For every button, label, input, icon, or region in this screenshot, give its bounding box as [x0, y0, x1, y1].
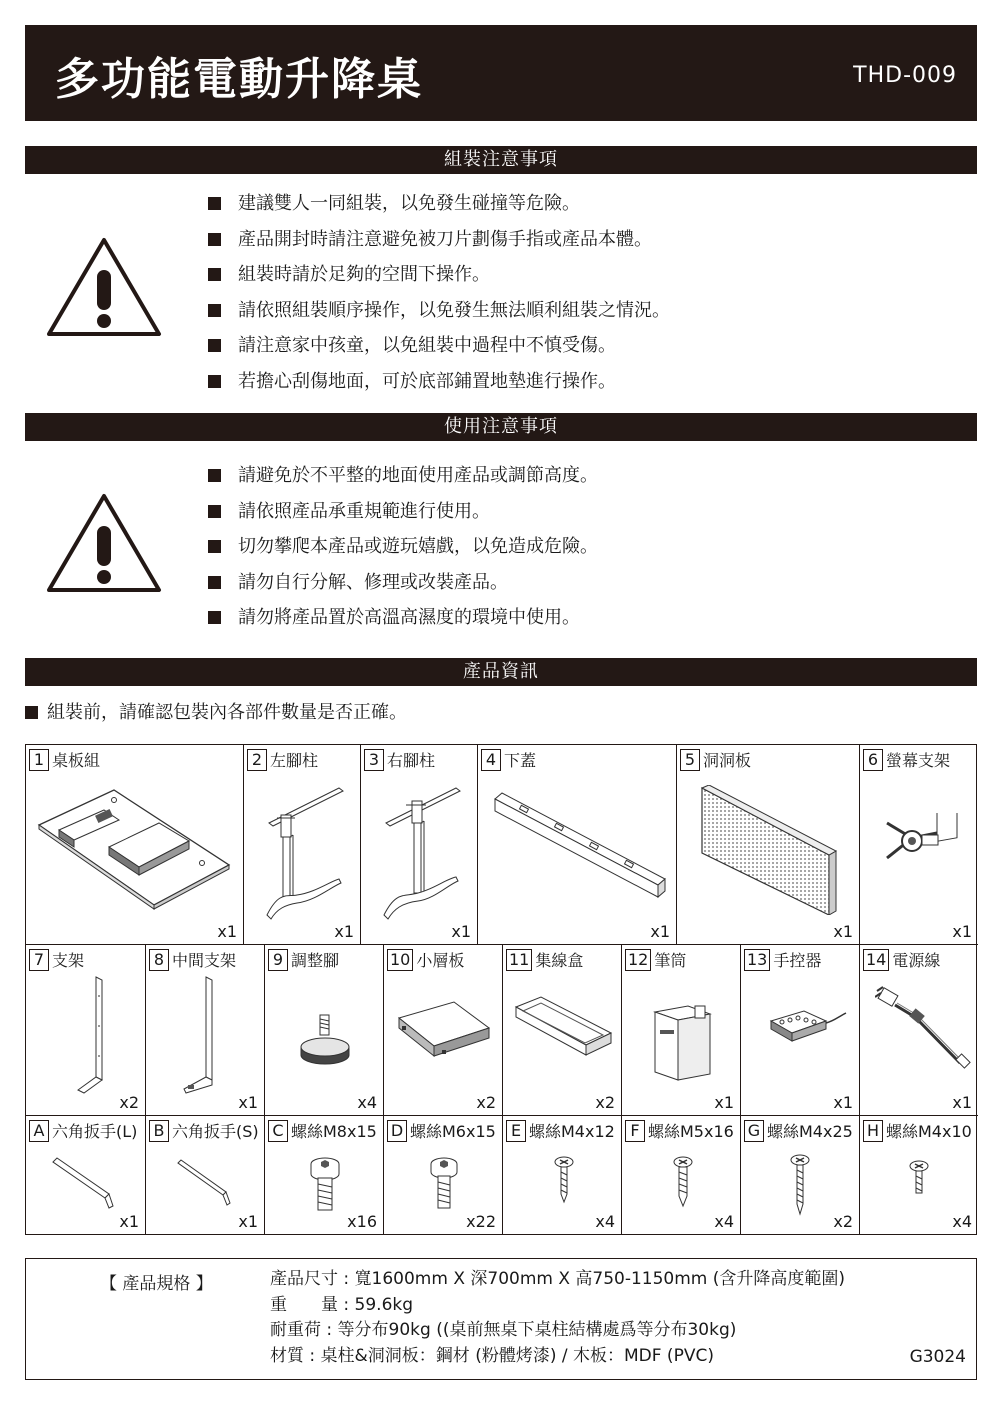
list-item: 請勿將產品置於高溫高濕度的環境中使用。 — [208, 600, 598, 636]
part-quantity: x1 — [119, 1212, 139, 1231]
spec-line: 產品尺寸 : 寬1600mm X 深700mm X 高750-1150mm (含升降高度範圍) — [270, 1269, 846, 1289]
part-name: 右腳柱 — [387, 751, 436, 770]
part-cell — [503, 945, 622, 1116]
part-number: 4 — [481, 749, 501, 771]
screw-m5x16-icon — [672, 1156, 694, 1208]
part-number: D — [387, 1120, 407, 1142]
part-cell — [26, 1116, 146, 1234]
part-quantity: x1 — [952, 1093, 972, 1112]
power-cord-icon — [875, 985, 975, 1085]
part-name: 左腳柱 — [270, 751, 319, 770]
part-number: B — [149, 1120, 169, 1142]
part-cell — [361, 745, 478, 945]
usage-notes-list — [208, 458, 598, 636]
bolt-m8-icon — [305, 1154, 345, 1214]
part-number: A — [29, 1120, 49, 1142]
part-quantity: x1 — [833, 922, 853, 941]
part-number: 2 — [247, 749, 267, 771]
usage-heading: 使用注意事項 — [25, 413, 977, 441]
part-name: 小層板 — [416, 951, 465, 970]
part-quantity: x1 — [238, 1093, 258, 1112]
part-number: F — [625, 1120, 645, 1142]
pegboard-icon — [699, 785, 859, 915]
part-quantity: x2 — [476, 1093, 496, 1112]
part-name: 螺絲M6x15 — [410, 1122, 496, 1141]
leveling-foot-icon — [295, 1013, 355, 1068]
header-banner — [25, 25, 977, 121]
part-number: 3 — [364, 749, 384, 771]
screw-m4x25-icon — [789, 1154, 811, 1216]
parts-grid — [25, 744, 977, 1235]
model-number: THD-009 — [853, 63, 957, 88]
part-number: G — [744, 1120, 764, 1142]
part-cell — [860, 745, 978, 945]
part-cell — [677, 745, 860, 945]
part-cell — [244, 745, 361, 945]
list-item: 請避免於不平整的地面使用產品或調節高度。 — [208, 458, 598, 494]
part-number: 14 — [863, 949, 889, 971]
part-name: 中間支架 — [172, 951, 237, 970]
part-quantity: x4 — [952, 1212, 972, 1231]
part-name: 六角扳手(S) — [172, 1122, 259, 1141]
part-quantity: x22 — [466, 1212, 496, 1231]
warning-icon — [45, 236, 163, 338]
spec-line: 材質 : 桌柱&洞洞板：鋼材 (粉體烤漆) / 木板：MDF (PVC) — [270, 1345, 714, 1366]
part-name: 螺絲M4x12 — [529, 1122, 615, 1141]
list-item: 若擔心刮傷地面，可於底部鋪置地墊進行操作。 — [208, 364, 670, 400]
desktop-board-icon — [34, 785, 234, 915]
part-cell — [146, 945, 265, 1116]
product-specs — [25, 1258, 977, 1380]
part-cell — [741, 1116, 860, 1234]
list-item: 產品開封時請注意避免被刀片劃傷手指或產品本體。 — [208, 222, 670, 258]
list-item: 建議雙人一同組裝，以免發生碰撞等危險。 — [208, 186, 670, 222]
part-cell — [478, 745, 677, 945]
hex-key-large-icon — [51, 1156, 121, 1211]
part-quantity: x1 — [714, 1093, 734, 1112]
specs-list — [270, 1267, 845, 1369]
part-quantity: x16 — [347, 1212, 377, 1231]
spec-line: 重 量 : 59.6kg — [270, 1294, 414, 1315]
part-cell — [384, 1116, 503, 1234]
cable-tray-icon — [511, 995, 616, 1065]
part-name: 支架 — [52, 951, 85, 970]
part-quantity: x4 — [595, 1212, 615, 1231]
bracket-icon — [66, 975, 126, 1100]
part-number: C — [268, 1120, 288, 1142]
list-item: 切勿攀爬本產品或遊玩嬉戲，以免造成危險。 — [208, 529, 598, 565]
part-cell — [384, 945, 503, 1116]
document-code: G3024 — [909, 1347, 966, 1367]
list-item: 請注意家中孩童，以免組裝中過程中不慎受傷。 — [208, 328, 670, 364]
left-leg-icon — [259, 783, 349, 923]
small-shelf-icon — [394, 1000, 494, 1070]
part-quantity: x2 — [833, 1212, 853, 1231]
bottom-cover-icon — [490, 785, 670, 900]
assembly-notes-list — [208, 186, 670, 399]
part-name: 螺絲M5x16 — [648, 1122, 734, 1141]
list-item: 請依照組裝順序操作，以免發生無法順利組裝之情況。 — [208, 293, 670, 329]
part-name: 集線盒 — [535, 951, 584, 970]
part-quantity: x1 — [238, 1212, 258, 1231]
part-name: 下蓋 — [504, 751, 537, 770]
part-name: 螺絲M4x10 — [886, 1122, 972, 1141]
part-number: 1 — [29, 749, 49, 771]
part-quantity: x1 — [833, 1093, 853, 1112]
part-quantity: x4 — [714, 1212, 734, 1231]
part-quantity: x1 — [952, 922, 972, 941]
part-cell — [860, 1116, 978, 1234]
part-quantity: x2 — [119, 1093, 139, 1112]
part-cell — [622, 945, 741, 1116]
check-instruction: 組裝前，請確認包裝內各部件數量是否正確。 — [25, 698, 407, 724]
part-number: 5 — [680, 749, 700, 771]
hand-controller-icon — [766, 1007, 851, 1052]
part-cell — [860, 945, 978, 1116]
middle-bracket-icon — [176, 975, 236, 1100]
part-name: 手控器 — [773, 951, 822, 970]
part-name: 筆筒 — [654, 951, 687, 970]
specs-label: 【 產品規格 】 — [100, 1274, 213, 1294]
part-quantity: x4 — [357, 1093, 377, 1112]
part-number: 7 — [29, 949, 49, 971]
spec-line: 耐重荷 : 等分布90kg ((桌前無桌下桌柱結構處爲等分布30kg) — [270, 1320, 737, 1340]
pen-holder-icon — [650, 1000, 715, 1085]
part-cell — [265, 945, 384, 1116]
part-number: 9 — [268, 949, 288, 971]
list-item: 請依照產品承重規範進行使用。 — [208, 494, 598, 530]
part-number: 6 — [863, 749, 883, 771]
part-number: H — [863, 1120, 883, 1142]
part-cell — [741, 945, 860, 1116]
product-title: 多功能電動升降桌 — [55, 54, 423, 105]
monitor-mount-icon — [882, 813, 962, 873]
part-name: 螺絲M8x15 — [291, 1122, 377, 1141]
part-name: 桌板組 — [52, 751, 101, 770]
part-cell — [265, 1116, 384, 1234]
screw-m4x10-icon — [908, 1160, 930, 1200]
part-number: E — [506, 1120, 526, 1142]
part-cell — [146, 1116, 265, 1234]
part-quantity: x1 — [217, 922, 237, 941]
part-cell — [26, 945, 146, 1116]
hex-key-small-icon — [176, 1158, 241, 1208]
part-cell — [26, 745, 244, 945]
part-quantity: x1 — [650, 922, 670, 941]
right-leg-icon — [376, 783, 466, 923]
part-quantity: x1 — [451, 922, 471, 941]
part-number: 8 — [149, 949, 169, 971]
assembly-heading: 組裝注意事項 — [25, 146, 977, 174]
part-name: 六角扳手(L) — [52, 1122, 138, 1141]
part-quantity: x1 — [334, 922, 354, 941]
part-name: 洞洞板 — [703, 751, 752, 770]
warning-icon — [45, 492, 163, 594]
part-number: 11 — [506, 949, 532, 971]
part-quantity: x2 — [595, 1093, 615, 1112]
part-name: 電源線 — [892, 951, 941, 970]
part-name: 螢幕支架 — [886, 751, 951, 770]
part-number: 10 — [387, 949, 413, 971]
list-item: 請勿自行分解、修理或改裝產品。 — [208, 565, 598, 601]
part-cell — [503, 1116, 622, 1234]
product-info-heading: 產品資訊 — [25, 658, 977, 686]
part-cell — [622, 1116, 741, 1234]
part-number: 12 — [625, 949, 651, 971]
screw-m4x12-icon — [553, 1156, 575, 1206]
list-item: 組裝時請於足夠的空間下操作。 — [208, 257, 670, 293]
part-name: 螺絲M4x25 — [767, 1122, 853, 1141]
bolt-m6-icon — [426, 1154, 462, 1214]
part-number: 13 — [744, 949, 770, 971]
part-name: 調整腳 — [291, 951, 340, 970]
